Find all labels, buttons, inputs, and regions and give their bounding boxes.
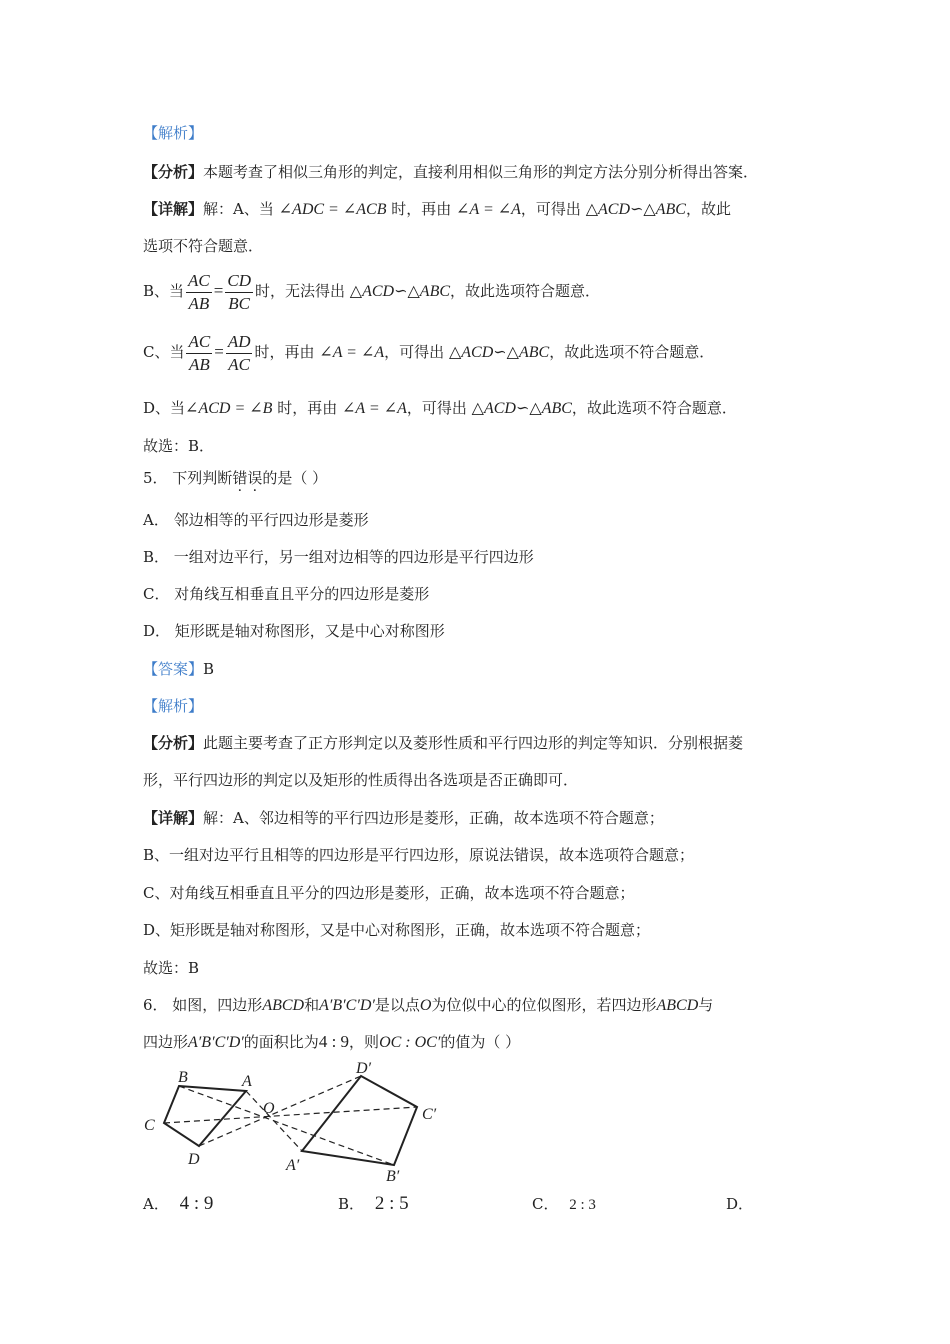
equals: = xyxy=(214,342,224,361)
label-a: A xyxy=(242,1073,252,1090)
numerator: AD xyxy=(226,331,253,354)
text: ，可得出 xyxy=(406,399,467,417)
denominator: BC xyxy=(228,293,251,313)
math-expr: △ACD∽△ABC xyxy=(585,201,686,218)
text: ，则 xyxy=(349,1033,380,1051)
math-expr: 4 : 9 xyxy=(318,1032,350,1051)
math-expr: ∠A = ∠A xyxy=(319,344,385,361)
q6-option-a xyxy=(143,1192,213,1216)
jiexi-tag: 【解析】 xyxy=(143,124,204,142)
text: C、当 xyxy=(143,343,185,361)
q6-stem-line2 xyxy=(143,1032,520,1053)
text: 解：A、邻边相等的平行四边形是菱形，正确，故本选项不符合题意； xyxy=(203,809,664,827)
fraction xyxy=(225,270,253,315)
fraction xyxy=(186,331,212,376)
math-expr: ∠ADC = ∠ACB xyxy=(278,201,387,218)
math-expr: ABCD xyxy=(262,997,305,1014)
q5-answer xyxy=(143,958,199,978)
q5-detail-a xyxy=(143,808,664,828)
math-expr: ∠ACD = ∠B xyxy=(185,400,273,417)
text: 是以点 xyxy=(374,996,420,1014)
q4-detail-a xyxy=(143,199,731,220)
denominator: AC xyxy=(228,354,251,374)
dashed-line xyxy=(164,1107,417,1123)
q5-option-d xyxy=(143,621,445,641)
option-letter: A． xyxy=(143,1195,169,1213)
option-letter: D． xyxy=(726,1195,754,1213)
q5-stem xyxy=(143,468,327,488)
q6-option-b xyxy=(338,1192,409,1216)
text: 的是（ ） xyxy=(262,469,328,487)
text: D、矩形既是轴对称图形，又是中心对称图形，正确，故本选项不符合题意； xyxy=(143,921,651,939)
q5-daan xyxy=(143,659,214,679)
q6-option-d xyxy=(726,1192,753,1216)
q5-detail-d xyxy=(143,920,650,940)
q5-fenxi xyxy=(143,733,743,753)
q4-fenxi xyxy=(143,162,758,182)
text: ，可得出 xyxy=(384,343,445,361)
quad-abcd xyxy=(164,1086,246,1146)
label-c-prime: C′ xyxy=(422,1106,437,1123)
text: 此题主要考查了正方形判定以及菱形性质和平行四边形的判定等知识．分别根据菱 xyxy=(203,734,744,752)
q4-detail-c xyxy=(143,329,714,376)
text: D、当 xyxy=(143,399,186,417)
text: C、对角线互相垂直且平分的四边形是菱形，正确，故本选项不符合题意； xyxy=(143,884,635,902)
text: B、当 xyxy=(143,282,185,300)
option-letter: B． xyxy=(338,1195,365,1213)
math-expr: △ACD∽△ABC xyxy=(471,400,572,417)
text: ，可得出 xyxy=(520,200,581,218)
text: 故选：B． xyxy=(143,437,215,455)
q5-fenxi-cont xyxy=(143,770,578,790)
math-expr: △ACD∽△ABC xyxy=(349,283,451,300)
answer-value: B xyxy=(203,660,215,678)
math-expr: A′B′C′D′ xyxy=(319,997,375,1014)
label-c: C xyxy=(144,1117,155,1134)
daan-tag: 【答案】 xyxy=(143,660,204,678)
label-b-prime: B′ xyxy=(386,1168,400,1185)
q5-option-b xyxy=(143,547,534,567)
math-expr: OC : OC′ xyxy=(379,1034,441,1051)
math-expr: A′B′C′D′ xyxy=(188,1034,244,1051)
text: B． 一组对边平行，另一组对边相等的四边形是平行四边形 xyxy=(143,548,534,566)
q5-jiexi-heading xyxy=(143,696,203,716)
dashed-line xyxy=(179,1086,394,1165)
text: 6． 如图，四边形 xyxy=(143,996,263,1014)
fraction xyxy=(186,270,212,315)
text: D． 矩形既是轴对称图形，又是中心对称图形 xyxy=(143,622,445,640)
math-expr: ∠A = ∠A xyxy=(456,201,521,218)
jiexi-tag: 【解析】 xyxy=(143,697,204,715)
text: 的面积比为 xyxy=(243,1033,319,1051)
q4-detail-a-cont xyxy=(143,236,263,256)
label-d: D xyxy=(188,1151,200,1168)
option-value: 2 : 5 xyxy=(374,1193,409,1214)
text: A． 邻边相等的平行四边形是菱形 xyxy=(143,511,369,529)
text: 时，再由 xyxy=(391,200,452,218)
equals: = xyxy=(213,281,224,300)
emphasis-char: 误 xyxy=(247,469,263,487)
text: ，故此 xyxy=(685,200,731,218)
text: 时，再由 xyxy=(277,399,338,417)
text: 为位似中心的位似图形，若四边形 xyxy=(431,996,657,1014)
q5-detail-b xyxy=(143,845,694,865)
math-expr: ABCD xyxy=(656,997,699,1014)
q4-detail-d xyxy=(143,398,737,419)
option-value: 4 : 9 xyxy=(179,1193,214,1214)
q6-stem-line1 xyxy=(143,995,713,1016)
denominator: AB xyxy=(188,293,210,313)
xiangjie-tag: 【详解】 xyxy=(143,200,204,218)
text: 选项不符合题意． xyxy=(143,237,264,255)
math-expr: ∠A = ∠A xyxy=(342,400,407,417)
q4-answer xyxy=(143,436,214,456)
label-a-prime: A′ xyxy=(286,1157,300,1174)
text: B、一组对边平行且相等的四边形是平行四边形，原说法错误，故本选项符合题意； xyxy=(143,846,695,864)
homothety-figure xyxy=(138,1060,448,1185)
text: 解：A、当 xyxy=(203,200,274,218)
option-letter: C． xyxy=(532,1195,559,1213)
label-b: B xyxy=(178,1069,188,1086)
fenxi-tag: 【分析】 xyxy=(143,163,204,181)
fraction xyxy=(226,331,253,376)
q4-detail-b xyxy=(143,268,600,315)
text: 的值为（ ） xyxy=(440,1033,521,1051)
text: 形，平行四边形的判定以及矩形的性质得出各选项是否正确即可． xyxy=(143,771,579,789)
q5-option-a xyxy=(143,510,369,530)
text: 故选：B xyxy=(143,959,200,977)
numerator: AC xyxy=(186,331,212,354)
numerator: AC xyxy=(186,270,212,293)
math-expr: O xyxy=(419,997,432,1014)
numerator: CD xyxy=(225,270,253,293)
q5-detail-c xyxy=(143,883,634,903)
fenxi-text: 本题考查了相似三角形的判定，直接利用相似三角形的判定方法分别分析得出答案． xyxy=(203,163,759,181)
text: 时，再由 xyxy=(254,343,315,361)
q6-option-c xyxy=(532,1192,596,1217)
text: ，故此选项不符合题意． xyxy=(571,399,737,417)
emphasis-char: 错 xyxy=(232,469,248,487)
text: ，故此选项不符合题意． xyxy=(549,343,715,361)
xiangjie-tag: 【详解】 xyxy=(143,809,204,827)
q5-option-c xyxy=(143,584,429,604)
quad-abcd-prime xyxy=(302,1076,417,1165)
math-expr: △ACD∽△ABC xyxy=(448,344,550,361)
denominator: AB xyxy=(188,354,210,374)
text: 5． 下列判断 xyxy=(143,469,233,487)
text: ，故此选项符合题意． xyxy=(450,282,601,300)
text: 与 xyxy=(698,996,714,1014)
q4-jiexi-heading xyxy=(143,123,203,143)
text: 时，无法得出 xyxy=(254,282,345,300)
option-value: 2 : 3 xyxy=(569,1197,596,1213)
text: 和 xyxy=(304,996,320,1014)
label-d-prime: D′ xyxy=(356,1060,372,1077)
text: 四边形 xyxy=(143,1033,189,1051)
dashed-line xyxy=(199,1076,361,1146)
fenxi-tag: 【分析】 xyxy=(143,734,204,752)
label-o: O xyxy=(263,1100,275,1117)
text: C． 对角线互相垂直且平分的四边形是菱形 xyxy=(143,585,430,603)
